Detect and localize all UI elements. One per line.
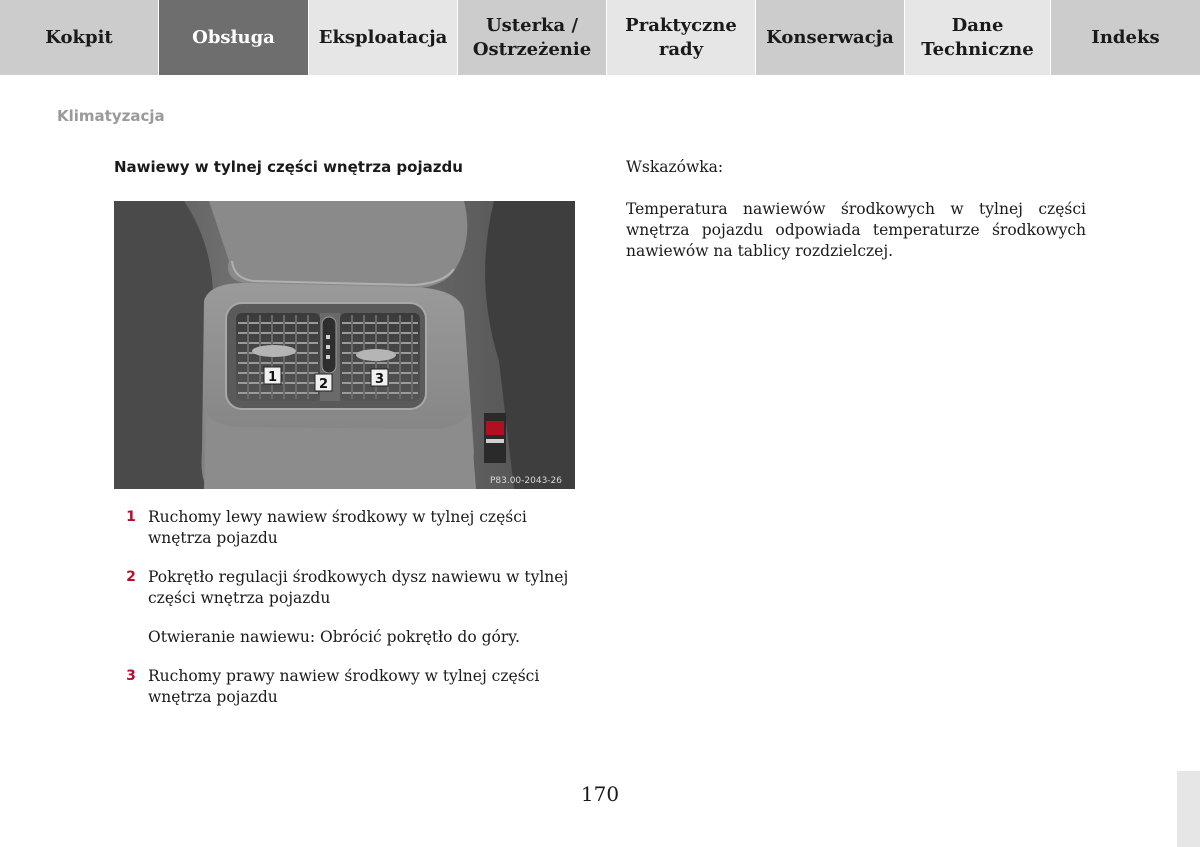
tab-label: Eksploatacja: [318, 26, 448, 48]
item-number: 2: [126, 569, 136, 585]
section-title: Klimatyzacja: [57, 107, 165, 125]
list-note: [114, 627, 584, 648]
tab-label: Praktyczne rady: [625, 14, 737, 60]
page-number: 170: [580, 782, 620, 806]
tab-kokpit[interactable]: [0, 0, 159, 75]
figure-code: P83.00-2043-26: [489, 476, 562, 486]
svg-text:3: 3: [374, 372, 385, 387]
rear-vents-illustration: [114, 201, 575, 489]
tab-label: Dane Techniczne: [921, 14, 1034, 60]
top-navigation: [0, 0, 1200, 75]
list-item: [114, 567, 584, 609]
tab-label: Kokpit: [45, 26, 113, 48]
tab-label: Konserwacja: [766, 26, 894, 48]
item-number: 3: [126, 668, 136, 684]
tab-obsluga[interactable]: [159, 0, 309, 75]
tab-label: Indeks: [1091, 26, 1160, 48]
list-item: [114, 507, 584, 549]
svg-text:2: 2: [318, 377, 329, 392]
legend-list: [114, 507, 584, 726]
hint-label: Wskazówka:: [626, 158, 724, 176]
tab-praktyczne-rady[interactable]: [607, 0, 756, 75]
tab-eksploatacja[interactable]: [309, 0, 458, 75]
callout-3: [371, 369, 388, 387]
page-heading: Nawiewy w tylnej części wnętrza pojazdu: [114, 158, 463, 176]
side-tab-marker: [1177, 771, 1200, 847]
svg-text:1: 1: [267, 370, 278, 385]
tab-konserwacja[interactable]: [756, 0, 905, 75]
rear-vents-figure: [114, 201, 575, 489]
tab-usterka[interactable]: [458, 0, 607, 75]
tab-dane-techniczne[interactable]: [905, 0, 1051, 75]
hint-text: Temperatura nawiewów środkowych w tylnej części wnętrza pojazdu odpowiada temperaturze środkowych nawiewów na tablicy rozdzielczej.: [626, 200, 1086, 260]
tab-label: Obsługa: [192, 26, 275, 48]
item-text: Ruchomy lewy nawiew środkowy w tylnej części wnętrza pojazdu: [148, 508, 527, 547]
callout-1: [264, 367, 281, 385]
item-text: Ruchomy prawy nawiew środkowy w tylnej części wnętrza pojazdu: [148, 667, 540, 706]
item-text: Pokrętło regulacji środkowych dysz nawiewu w tylnej części wnętrza pojazdu: [148, 568, 569, 607]
list-item: [114, 666, 584, 708]
item-text: Otwieranie nawiewu: Obrócić pokrętło do góry.: [148, 628, 520, 646]
tab-label: Usterka / Ostrzeżenie: [472, 14, 592, 60]
item-number: 1: [126, 509, 136, 525]
tab-indeks[interactable]: [1051, 0, 1200, 75]
callout-2: [315, 374, 332, 392]
